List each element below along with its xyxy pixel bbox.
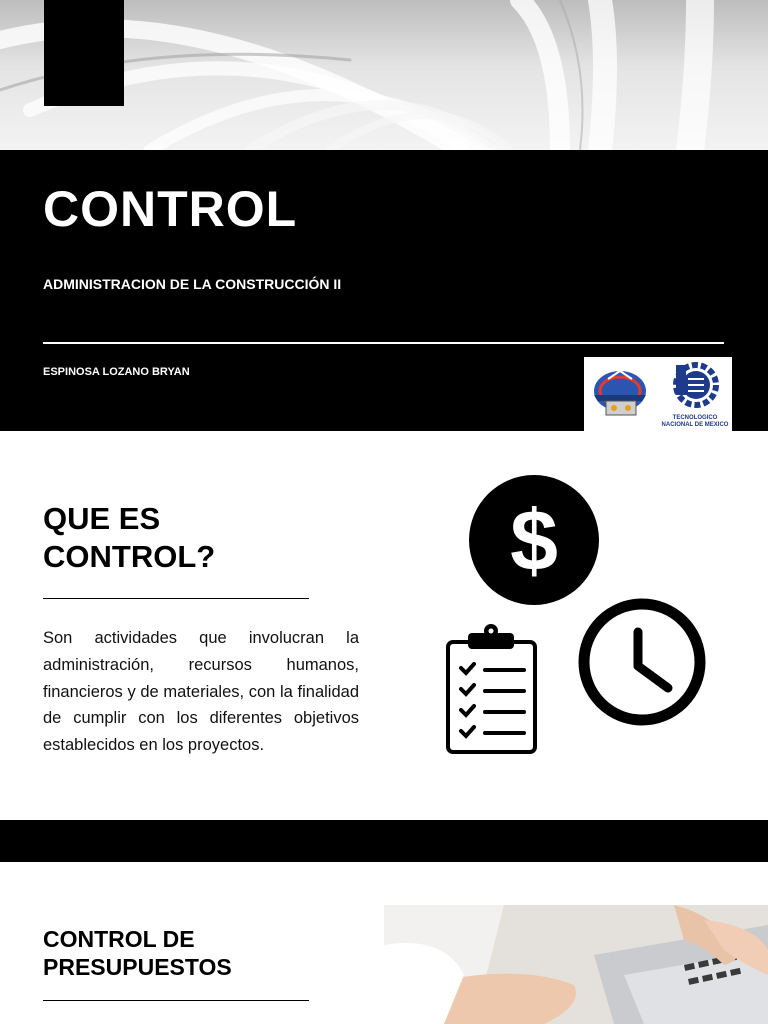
title-divider [43,342,724,344]
tecnm-logo-text [658,415,732,429]
school-logo [584,357,658,431]
section-title-line2: CONTROL? [43,539,216,574]
laptop-hands-illustration [384,905,768,1024]
hero-black-block [44,0,124,106]
institution-logos [584,357,732,431]
section-divider [43,598,309,599]
title-band [0,150,768,431]
author-name: ESPINOSA LOZANO BRYAN [43,366,190,378]
hero-architecture-photo [0,0,768,150]
section-separator-band [0,820,768,862]
section2-title-line2: PRESUPUESTOS [43,954,232,980]
course-subtitle: ADMINISTRACION DE LA CONSTRUCCIÓN II [43,276,342,292]
section-title-line1: QUE ES [43,501,161,536]
control-icons-group [430,470,730,770]
section-title-control-de-presupuestos [43,925,232,981]
laptop-typing-photo [384,905,768,1024]
school-emblem-icon [584,357,658,431]
tecnm-logo [658,357,732,431]
page-title: CONTROL [43,181,298,237]
section-title-que-es-control [43,500,215,576]
tecnm-logo-text-line1: TECNOLOGICO [672,415,718,421]
dollar-symbol: $ [510,493,558,589]
clock-icon [584,604,700,720]
dollar-icon [469,475,599,605]
clipboard-checklist-icon [448,624,535,752]
section2-title-line1: CONTROL DE [43,926,195,952]
definition-paragraph: Son actividades que involucran la administración, recursos humanos, financieros y de materiales, con la finalidad de cumplir con los diferentes objetivos establecidos en los proyectos. [43,629,359,755]
section2-divider [43,1000,309,1001]
tecnm-logo-text-line2: NACIONAL DE MEXICO [661,422,729,428]
